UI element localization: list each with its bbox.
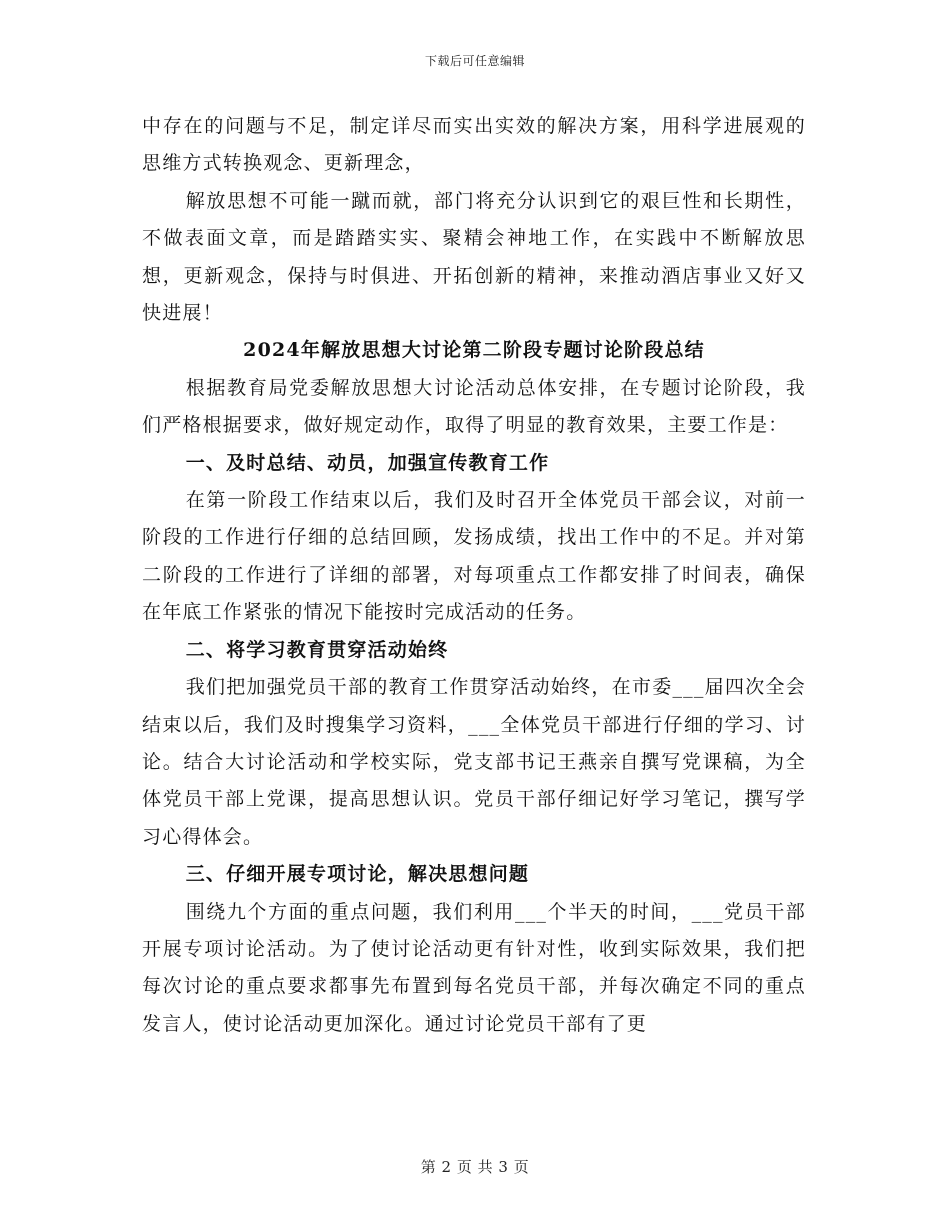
paragraph-continuation: 中存在的问题与不足，制定详尽而实出实效的解决方案，用科学进展观的思维方式转换观念、更新理念， xyxy=(142,115,806,175)
paragraph-section-1: 在第一阶段工作结束以后，我们及时召开全体党员干部会议，对前一阶段的工作进行仔细的总结回顾，发扬成绩，找出工作中的不足。并对第二阶段的工作进行了详细的部署，对每项重点工作都安排了时间表，确保在年底工作紧张的情况下能按时完成活动的任务。 xyxy=(142,489,806,624)
section-heading-2: 二、将学习教育贯穿活动始终 xyxy=(185,638,449,661)
paragraph-section-2: 我们把加强党员干部的教育工作贯穿活动始终，在市委___届四次全会结束以后，我们及时搜集学习资料，___全体党员干部进行仔细的学习、讨论。结合大讨论活动和学校实际，党支部书记王燕亲自撰写党课稿，为全体党员干部上党课，提高思想认识。党员干部仔细记好学习笔记，撰写学习心得体会。 xyxy=(142,676,806,848)
document-title: 2024年解放思想大讨论第二阶段专题讨论阶段总结 xyxy=(243,339,705,362)
document-body xyxy=(142,108,806,1043)
paragraph-intro: 根据教育局党委解放思想大讨论活动总体安排，在专题讨论阶段，我们严格根据要求，做好规定动作，取得了明显的教育效果，主要工作是： xyxy=(142,376,806,437)
page-number: 第 2 页 共 3 页 xyxy=(420,1158,530,1176)
section-heading-1: 一、及时总结、动员，加强宣传教育工作 xyxy=(185,451,550,474)
paragraph-emancipation: 解放思想不可能一蹴而就，部门将充分认识到它的艰巨性和长期性，不做表面文章，而是踏踏实实、聚精会神地工作，在实践中不断解放思想，更新观念，保持与时俱进、开拓创新的精神，来推动酒店事业又好又快进展！ xyxy=(142,189,806,325)
section-heading-3: 三、仔细开展专项讨论，解决思想问题 xyxy=(185,863,530,886)
paragraph-section-3: 围绕九个方面的重点问题，我们利用___个半天的时间，___党员干部开展专项讨论活动。为了使讨论活动更有针对性，收到实际效果，我们把每次讨论的重点要求都事先布置到每名党员干部，并每次确定不同的重点发言人，使讨论活动更加深化。通过讨论党员干部有了更 xyxy=(142,900,806,1035)
page-header-note: 下载后可任意编辑 xyxy=(424,54,525,68)
